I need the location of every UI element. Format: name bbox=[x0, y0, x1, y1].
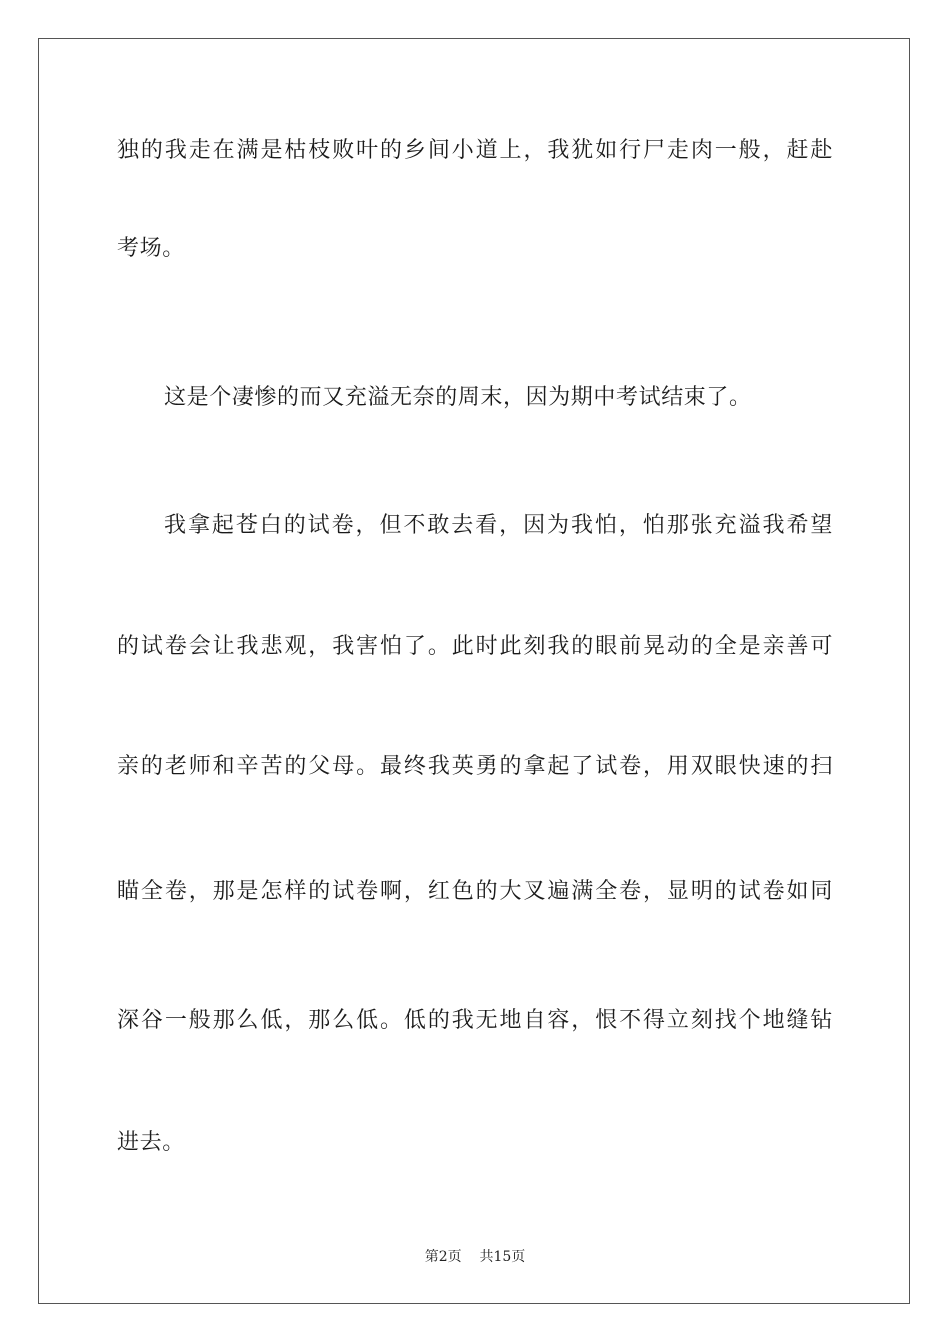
page-number-footer: 第2页 共15页 bbox=[424, 1249, 526, 1265]
paragraph-line: 亲的老师和辛苦的父母。最终我英勇的拿起了试卷，用双眼快速的扫 bbox=[117, 754, 833, 779]
paragraph-line: 的试卷会让我悲观，我害怕了。此时此刻我的眼前晃动的全是亲善可 bbox=[117, 634, 833, 659]
page-frame bbox=[38, 38, 910, 1304]
paragraph-line: 独的我走在满是枯枝败叶的乡间小道上，我犹如行尸走肉一般，赶赴 bbox=[117, 138, 833, 163]
paragraph-line: 这是个凄惨的而又充溢无奈的周末，因为期中考试结束了。 bbox=[164, 385, 752, 410]
paragraph-line: 我拿起苍白的试卷，但不敢去看，因为我怕，怕那张充溢我希望 bbox=[164, 513, 833, 538]
paragraph-line: 进去。 bbox=[117, 1130, 185, 1155]
paragraph-line: 考场。 bbox=[117, 236, 185, 261]
paragraph-line: 深谷一般那么低，那么低。低的我无地自容，恨不得立刻找个地缝钻 bbox=[117, 1008, 833, 1033]
paragraph-line: 瞄全卷，那是怎样的试卷啊，红色的大叉遍满全卷，显明的试卷如同 bbox=[117, 879, 833, 904]
